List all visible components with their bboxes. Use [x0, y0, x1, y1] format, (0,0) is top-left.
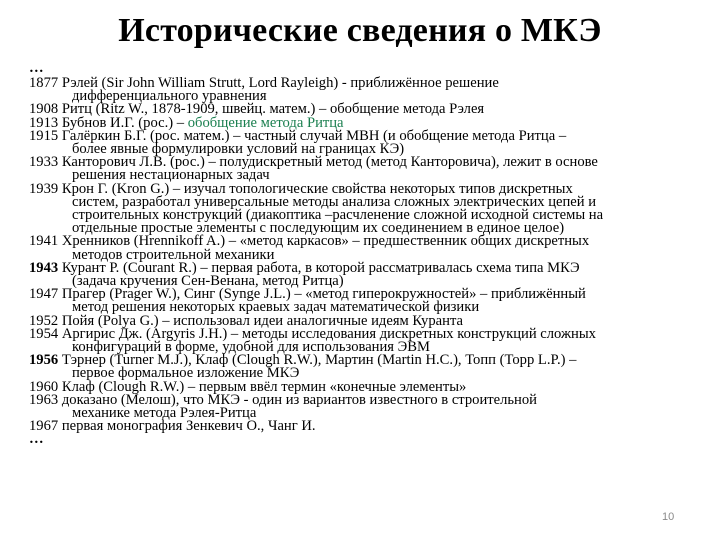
entry-text: Ритц (Ritz W., 1878-1909, швейц. матем.) – обобщение метода Рэлея [61, 101, 485, 118]
history-entry [29, 288, 701, 314]
slide-title: Исторические сведения о МКЭ [118, 12, 602, 49]
entry-text: Рэлей (Sir John William Strutt, Lord Rayleigh) - приближённое решение [61, 75, 499, 91]
history-list [29, 62, 701, 448]
history-entry [29, 77, 701, 103]
entries-container [29, 77, 701, 433]
page-number: 10 [662, 511, 675, 523]
history-entry [29, 391, 701, 422]
entry-text: Крон Г. (Kron G.) – изучал топологические свойства некоторых типов дискретных [61, 180, 573, 197]
entry-year: 1941 [29, 233, 59, 250]
entry-year: 1954 [29, 325, 59, 342]
entry-text: Бубнов И.Г. (рос.) – [61, 114, 188, 131]
ellipsis-bottom: … [29, 431, 44, 448]
entry-text: Хренников (Hrennikoff A.) – «метод каркасов» – предшественник общих дискретных [61, 233, 590, 250]
entry-year: 1963 [29, 391, 59, 408]
entry-text: более явные формулировки условий на границах КЭ) [72, 141, 405, 158]
entry-text: дифференциального уравнения [72, 88, 267, 105]
entry-text: методов строительной механики [72, 246, 275, 263]
entry-text: доказано (Мелош), что МКЭ - один из вариантов известного в строительной [61, 391, 537, 408]
entry-year: 1952 [29, 312, 59, 329]
entry-year: 1877 [29, 75, 59, 91]
entry-text: первое формальное изложение МКЭ [72, 365, 300, 382]
entry-highlight: обобщение метода Ритца [187, 114, 344, 131]
history-entry [29, 156, 701, 182]
entry-year: 1915 [29, 127, 59, 144]
history-entry [29, 354, 701, 380]
entry-text: Галёркин Б.Г. (рос. матем.) – частный случай МВН (и обобщение метода Ритца – [61, 127, 567, 144]
entry-text: систем, разработал универсальные методы анализа сложных электрических цепей и [72, 193, 597, 210]
history-entry [29, 235, 701, 261]
history-entry [29, 180, 701, 237]
history-entry [29, 325, 701, 356]
entry-year: 1967 [29, 418, 59, 435]
history-entry [29, 420, 701, 433]
ellipsis-top: … [29, 60, 44, 76]
entry-text: метод решения некоторых краевых задач математической физики [72, 299, 480, 316]
entry-text: Тэрнер (Turner M.J.), Клаф (Clough R.W.), Мартин (Martin H.C.), Топп (Topp L.P.) – [61, 352, 577, 369]
entry-text: Канторович Л.В. (рос.) – полудискретный метод (метод Канторовича), лежит в основе [61, 154, 598, 171]
entry-text: отдельные простые элементы с последующим их соединением в единое целое) [72, 220, 565, 237]
entry-text: Аргирис Дж. (Argyris J.H.) – методы исследования дискретных конструкций сложных [61, 325, 596, 342]
entry-year: 1933 [29, 154, 59, 171]
entry-year: 1908 [29, 101, 59, 118]
entry-year: 1939 [29, 180, 59, 197]
entry-text: первая монография Зенкевич О., Чанг И. [61, 418, 316, 435]
entry-year: 1960 [29, 378, 59, 395]
entry-year: 1913 [29, 114, 59, 131]
entry-text: конфигураций в форме, удобной для использования ЭВМ [72, 339, 431, 356]
history-entry [29, 259, 701, 290]
entry-year: 1956 [29, 352, 59, 369]
entry-text: Прагер (Prager W.), Синг (Synge J.L.) – «метод гиперокружностей» – приближённый [61, 286, 586, 303]
entry-text: строительных конструкций (диакоптика –расчленение сложной исходной системы на [72, 207, 604, 224]
entry-first-line [29, 420, 701, 433]
entry-text: Клаф (Clough R.W.) – первым ввёл термин «конечные элементы» [61, 378, 467, 395]
entry-text: Курант Р. (Courant R.) – первая работа, в которой рассматривалась схема типа МКЭ [61, 259, 580, 276]
entry-year: 1943 [29, 259, 59, 276]
entry-text: Пойя (Polya G.) – использовал идеи аналогичные идеям Куранта [61, 312, 463, 329]
history-entry [29, 127, 701, 158]
entry-text: решения нестационарных задач [72, 167, 270, 184]
entry-text: механике метода Рэлея-Ритца [72, 405, 257, 422]
entry-year: 1947 [29, 286, 59, 303]
entry-text: (задача кручения Сен-Венана, метод Ритца) [72, 273, 344, 290]
